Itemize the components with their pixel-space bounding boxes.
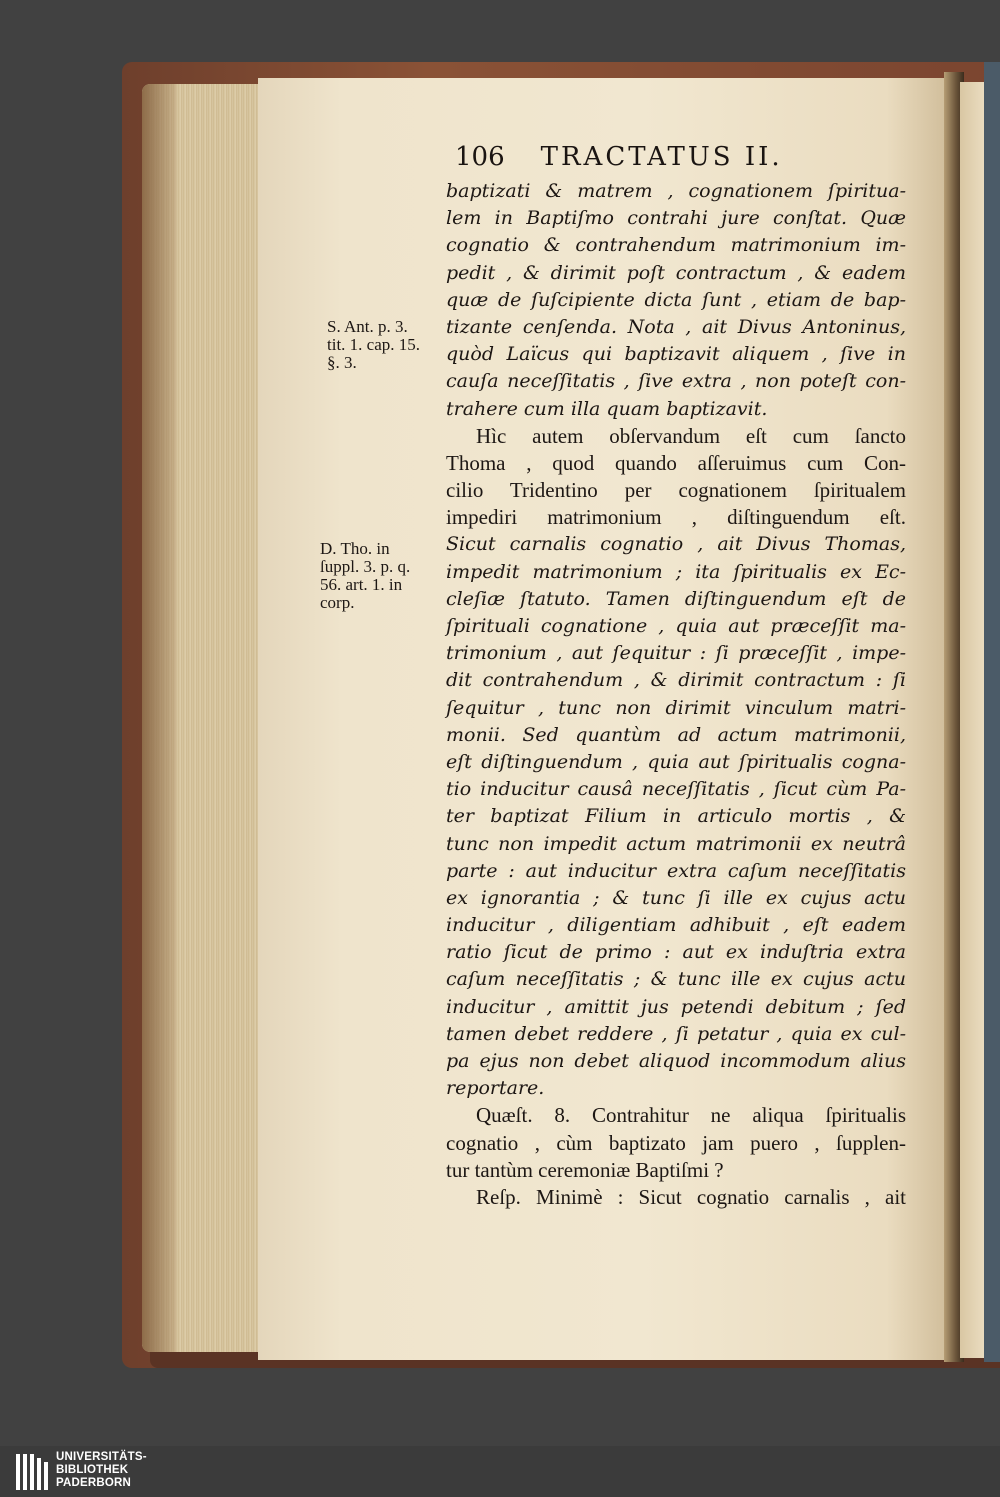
marginal-line: ſuppl. 3. p. q. (320, 557, 411, 576)
text-line: caſum neceſſitatis ; & tunc ille ex cujus actu (446, 968, 906, 991)
text-line: ſequitur , tunc non dirimit vinculum matri- (446, 696, 906, 719)
text-line: cilio Tridentino per cognationem ſpiritualem (446, 478, 906, 503)
text-line: inducitur , diligentiam adhibuit , eſt eadem (446, 914, 906, 937)
text-line: cauſa neceſſitatis , ſive extra , non poteſt con- (446, 370, 906, 393)
running-header (455, 142, 915, 182)
text-line: tamen debet reddere , ſi petatur , quia ex cul- (446, 1022, 906, 1045)
marginal-line: 56. art. 1. in (320, 575, 403, 594)
text-line: quæ de ſuſcipiente dicta ſunt , etiam de bap- (446, 288, 906, 311)
running-title: TRACTATUS II. (540, 142, 783, 172)
marginal-note-antoninus (327, 318, 420, 372)
text-line: impediri matrimonium , diſtinguendum eſt. (446, 505, 906, 530)
marginal-line: D. Tho. in (320, 539, 390, 558)
text-line: reportare. (446, 1077, 545, 1100)
text-line: tur tantùm ceremoniæ Baptiſmi ? (446, 1157, 724, 1182)
text-line: cleſiæ ſtatuto. Tamen diſtinguendum eſt de (446, 587, 906, 610)
text-line: Sicut carnalis cognatio , ait Divus Thomas, (446, 533, 906, 556)
text-line: trahere cum illa quam baptizavit. (446, 397, 768, 420)
library-name-line: UNIVERSITÄTS- (56, 1451, 147, 1463)
text-line: cognatio , cùm baptizato jam puero , ſupplen- (446, 1130, 906, 1155)
marginal-note-thomas (320, 540, 410, 612)
library-name-line: BIBLIOTHEK (56, 1464, 129, 1476)
marginal-line: §. 3. (327, 353, 357, 372)
text-line: cognatio & contrahendum matrimonium im- (446, 234, 906, 257)
text-line: Thoma , quod quando aſſeruimus cum Con- (446, 450, 906, 475)
text-line: ter baptizat Filium in articulo mortis , & (446, 805, 906, 828)
marginal-line: S. Ant. p. 3. (327, 317, 408, 336)
text-line: pa ejus non debet aliquod incommodum alius (446, 1050, 906, 1072)
text-line: Hìc autem obſervandum eſt cum ſancto (476, 423, 906, 448)
text-line: ſpirituali cognatione , quia aut præceſſit ma- (446, 615, 906, 637)
text-line: inducitur , amittit jus petendi debitum ; ſed (446, 995, 906, 1018)
text-line: ex ignorantia ; & tunc ſi ille ex cujus actu (446, 886, 906, 909)
text-line: quòd Laïcus qui baptizavit aliquem , ſive in (446, 343, 906, 366)
marginal-line: corp. (320, 593, 355, 612)
text-line: parte : aut inducitur extra caſum neceſſitatis (446, 859, 906, 882)
page-block-shade (142, 84, 176, 1352)
text-line: tizante cenſenda. Nota , ait Divus Antoninus, (446, 315, 906, 338)
text-line: trimonium , aut ſequitur : ſi præceſſit , impe- (446, 642, 906, 665)
text-line: pedit , & dirimit poſt contractum , & eadem (446, 261, 906, 284)
text-line: baptizati & matrem , cognationem ſpiritua- (446, 180, 906, 202)
text-line: tunc non impedit actum matrimonii ex neutrâ (446, 832, 906, 855)
text-line: lem in Baptiſmo contrahi jure conſtat. Quæ (446, 207, 906, 230)
text-line: ratio ſicut de primo : aut ex induſtria extra (446, 941, 906, 964)
text-line: impedit matrimonium ; ita ſpiritualis ex Ec- (446, 560, 906, 583)
page-body-text (446, 178, 916, 1211)
text-line: Reſp. Minimè : Sicut cognatio carnalis , ait (476, 1184, 906, 1209)
library-name (56, 1451, 147, 1490)
text-line: dit contrahendum , & dirimit contractum : ſi (446, 669, 906, 692)
page-number: 106 (455, 142, 505, 172)
text-line: tio inducitur causâ neceſſitatis , ſicut cùm Pa- (446, 778, 906, 801)
text-line: eſt diſtinguendum , quia aut ſpiritualis cogna- (446, 750, 906, 773)
library-bars-icon (14, 1452, 50, 1492)
facing-cover-edge (984, 62, 1000, 1362)
library-footer (0, 1446, 1000, 1497)
text-line: Quæſt. 8. Contrahitur ne aliqua ſpiritualis (476, 1103, 906, 1128)
library-name-line: PADERBORN (56, 1477, 132, 1489)
text-line: monii. Sed quantùm ad actum matrimonii, (446, 723, 906, 746)
marginal-line: tit. 1. cap. 15. (327, 335, 421, 354)
